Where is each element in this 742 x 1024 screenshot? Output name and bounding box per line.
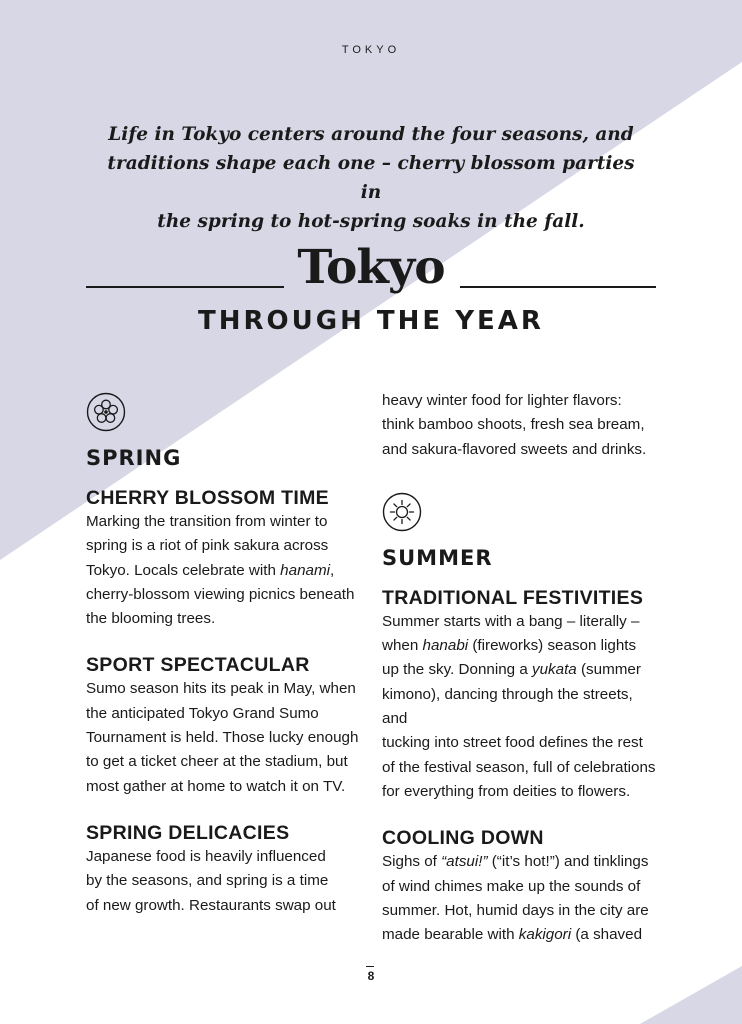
- season-heading-summer: SUMMER: [382, 545, 493, 570]
- text-run: ,: [329, 561, 335, 579]
- text-run: (a shaved: [571, 926, 643, 944]
- italic-term: yukata: [532, 661, 577, 679]
- page-number: 8: [367, 969, 375, 983]
- body-line: for everything from deities to flowers.: [382, 782, 631, 800]
- body-line: the blooming trees.: [86, 610, 216, 628]
- text-run: made bearable with: [382, 926, 519, 944]
- body-line: of new growth. Restaurants swap out: [86, 896, 336, 914]
- page-subtitle: THROUGH THE YEAR: [198, 306, 544, 336]
- body-line: by the seasons, and spring is a time: [86, 872, 329, 890]
- section-cooling: [382, 826, 662, 947]
- italic-term: hanabi: [422, 637, 469, 655]
- section-body: [86, 510, 366, 631]
- body-line: tucking into street food defines the rest: [382, 734, 643, 752]
- body-line: [382, 658, 662, 682]
- page-number-bar: [366, 966, 374, 967]
- section-cherry-blossom: [86, 486, 366, 631]
- sun-icon: [382, 492, 422, 532]
- body-line: to get a ticket cheer at the stadium, but: [86, 753, 348, 771]
- section-title: TRADITIONAL FESTIVITIES: [382, 586, 644, 609]
- season-heading-spring: SPRING: [86, 446, 182, 470]
- italic-term: hanami: [280, 561, 330, 579]
- body-line: [86, 559, 366, 583]
- flower-icon: [86, 392, 126, 432]
- body-line: and sakura-flavored sweets and drinks.: [382, 440, 647, 458]
- section-body: [382, 610, 662, 804]
- body-line: of wind chimes make up the sounds of: [382, 877, 641, 895]
- left-column: [86, 392, 366, 918]
- text-run: (summer: [576, 661, 641, 679]
- section-body: [86, 677, 366, 798]
- body-line: think bamboo shoots, fresh sea bream,: [382, 416, 645, 434]
- body-line: Tournament is held. Those lucky enough: [86, 729, 359, 747]
- body-line: heavy winter food for lighter flavors:: [382, 392, 622, 409]
- text-run: when: [382, 637, 423, 655]
- section-body: [382, 850, 662, 947]
- body-line: most gather at home to watch it on TV.: [86, 777, 346, 795]
- intro-line: traditions shape each one – cherry blossom parties in: [107, 153, 635, 203]
- text-run: (“it’s hot!”) and tinklings: [487, 853, 649, 871]
- body-line: Sumo season hits its peak in May, when: [86, 680, 356, 698]
- body-line: summer. Hot, humid days in the city are: [382, 901, 649, 919]
- section-title: CHERRY BLOSSOM TIME: [86, 487, 329, 509]
- running-head: TOKYO: [341, 44, 401, 56]
- intro-quote: [100, 120, 642, 236]
- section-sport: [86, 653, 366, 798]
- italic-term: “atsui!”: [441, 853, 488, 871]
- italic-term: kakigori: [518, 926, 572, 944]
- page-title: Tokyo: [297, 240, 445, 295]
- intro-line: the spring to hot-spring soaks in the fall.: [157, 211, 585, 232]
- body-line: of the festival season, full of celebrations: [382, 758, 656, 776]
- intro-line: Life in Tokyo centers around the four seasons, and: [108, 124, 634, 145]
- body-line: [382, 850, 662, 874]
- section-title: SPRING DELICACIES: [86, 821, 290, 844]
- text-run: Sighs of: [382, 853, 442, 871]
- body-line: Japanese food is heavily influenced: [86, 847, 326, 865]
- body-line: spring is a riot of pink sakura across: [86, 537, 329, 555]
- section-title: SPORT SPECTACULAR: [86, 654, 310, 677]
- section-delicacies: [86, 821, 366, 918]
- body-line: Summer starts with a bang – literally –: [382, 612, 640, 630]
- text-run: Tokyo. Locals celebrate with: [86, 561, 281, 579]
- section-festivities: [382, 586, 662, 804]
- section-title: COOLING DOWN: [382, 827, 544, 850]
- text-run: (fireworks) season lights: [468, 637, 637, 655]
- body-line: [382, 923, 662, 947]
- body-line: kimono), dancing through the streets, and: [382, 685, 633, 728]
- body-line: cherry-blossom viewing picnics beneath: [86, 585, 355, 603]
- text-run: up the sky. Donning a: [382, 661, 532, 679]
- section-body: [86, 845, 366, 918]
- body-line: [382, 634, 662, 658]
- body-line: Marking the transition from winter to: [86, 513, 328, 530]
- delicacies-continued: [382, 389, 662, 462]
- body-line: the anticipated Tokyo Grand Sumo: [86, 704, 319, 722]
- right-column: [382, 389, 662, 947]
